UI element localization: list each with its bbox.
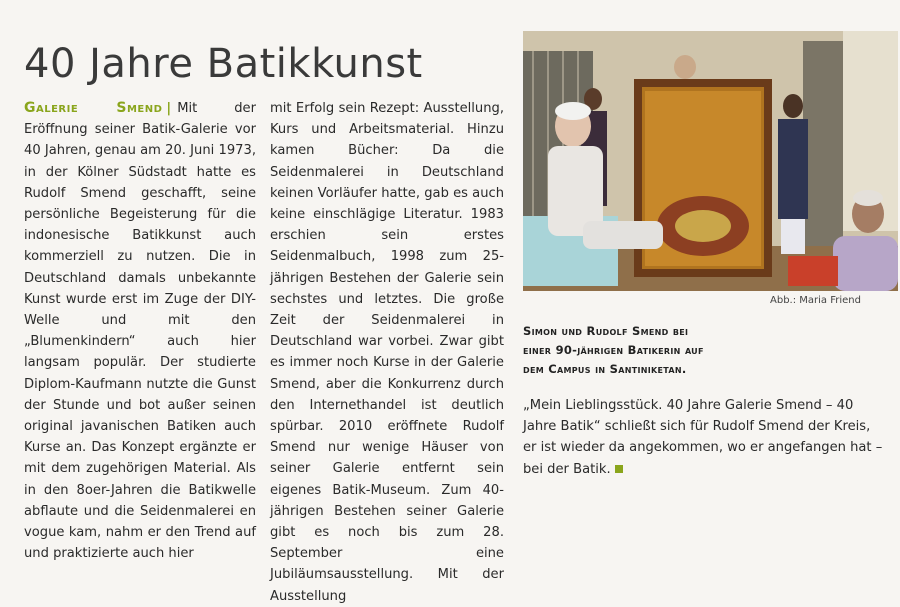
article-photo [523,31,898,291]
closing-text: „Mein Lieblingsstück. 40 Jahre Galerie Smend – 40 Jahre Batik“ schließt sich für Rudolf Smend der Kreis, er ist wieder da angekommen, wo er angefangen hat – bei der Batik. [523,398,883,477]
article-column-1 [24,98,256,564]
article-title: 40 Jahre Batikkunst [24,40,423,87]
section-kicker: Galerie Smend [24,100,163,116]
article-column-2 [270,98,504,607]
caption-line: Simon und Rudolf Smend bei [523,324,689,338]
caption-line: einer 90-jährigen Batikerin auf [523,343,704,357]
column-1-text: Mit der Eröffnung seiner Batik-Galerie vor 40 Jahren, genau am 20. Juni 1973, in der Kölner Südstadt hatte es Rudolf Smend geschafft, seine persönliche Begeisterung für die indonesische Batikkunst auch kommerziell zu nutzen. Die in Deutschland damals unbekannte Kunst wurde erst im Zuge der DIY-Welle und mit den „Blumenkindern“ auch hier langsam populär. Der studierte Diplom-Kaufmann nutzte die Gunst der Stunde und bot außer seinen original javanischen Batiken auch Kurse an. Das Konzept ergänzte er mit dem zugehörigen Material. Als in den 8oer-Jahren die Batikwelle abflaute und die Seidenmalerei en vogue kam, nahm er den Trend auf und praktizierte auch hier [24,101,256,562]
photo-caption [523,322,823,379]
column-2-text: mit Erfolg sein Rezept: Ausstellung, Kurs und Arbeitsmaterial. Hinzu kamen Bücher: Da die Seidenmalerei in Deutschland keinen Vorläufer hatte, gab es auch keine einschlägige Literatur. 1983 erschien sein erstes Seidenmalbuch, 1998 zum 25-jährigen Bestehen der Galerie sein sechstes und letztes. Die große Zeit der Seidenmalerei in Deutschland war vorbei. Zwar gibt es immer noch Kurse in der Galerie Smend, aber die Konkurrenz durch den Internethandel ist deutlich spürbar. 2010 eröffnete Rudolf Smend nur wenige Häuser von seiner Galerie entfernt sein eigenes Batik-Museum. Zum 40-jährigen Bestehen seiner Galerie gibt es noch bis zum 28. September eine Jubiläumsausstellung. Mit der Ausstellung [270,101,504,604]
photo-credit: Abb.: Maria Friend [770,295,861,306]
photo-illustration [523,31,898,291]
caption-line: dem Campus in Santiniketan. [523,362,687,376]
closing-paragraph [523,395,883,480]
kicker-separator: | [166,101,172,116]
end-mark-icon [615,465,623,473]
